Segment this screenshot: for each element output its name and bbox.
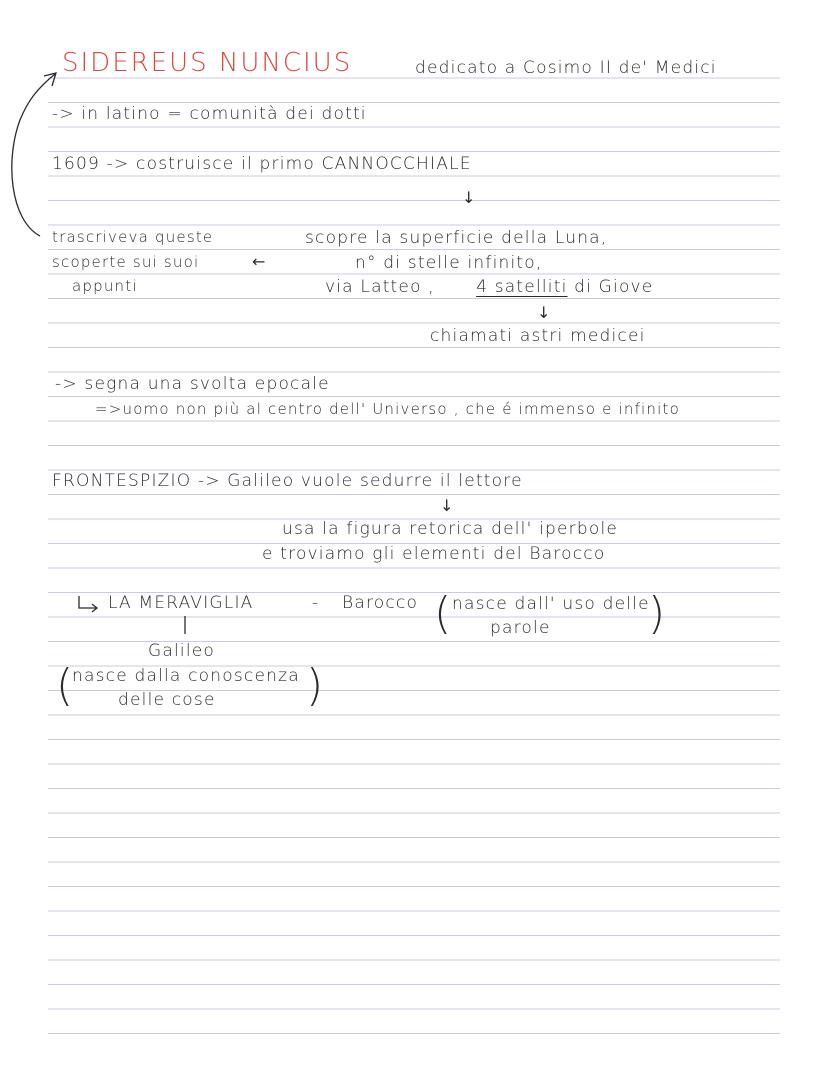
- epoch-line-2: =>uomo non più al centro dell' Universo , che é immenso e infinito: [95, 400, 680, 418]
- discovery-satellites: 4 satelliti: [476, 277, 568, 297]
- discovery-jupiter: di Giove: [574, 277, 654, 297]
- baroque-open-paren: (: [434, 588, 452, 639]
- discovery-milky-way: via Latteo ,: [325, 277, 435, 297]
- galileo-close-paren: ): [306, 660, 324, 711]
- page-title: SIDEREUS NUNCIUS: [62, 48, 353, 78]
- wonder-dash: -: [312, 593, 320, 613]
- left-arrow-icon: ←: [252, 252, 266, 271]
- discovery-result: chiamati astri medicei: [430, 326, 646, 346]
- galileo-open-paren: (: [56, 660, 74, 711]
- baroque-label: Barocco: [342, 593, 419, 613]
- wonder-label: LA MERAVIGLIA: [108, 593, 254, 613]
- down-arrow-icon: ↓: [462, 188, 476, 207]
- galileo-note-line-2: delle cose: [118, 690, 216, 710]
- latin-note: -> in latino = comunità dei dotti: [52, 104, 367, 124]
- frontispiece-line-1: FRONTESPIZIO -> Galileo vuole sedurre il lettore: [52, 471, 523, 491]
- down-arrow-icon: ↓: [440, 496, 454, 515]
- side-note-line-3: appunti: [72, 277, 138, 295]
- baroque-note-line-2: parole: [490, 618, 551, 638]
- vertical-connector: [182, 614, 188, 636]
- discovery-line-3: [325, 279, 653, 296]
- epoch-line-1: -> segna una svolta epocale: [55, 374, 330, 394]
- side-note-line-1: trascriveva queste: [52, 228, 214, 246]
- frontispiece-line-3: e troviamo gli elementi del Barocco: [262, 544, 606, 564]
- discovery-line-1: scopre la superficie della Luna,: [305, 228, 608, 248]
- baroque-close-paren: ): [648, 588, 666, 639]
- corner-arrow-icon: [75, 594, 103, 614]
- down-arrow-icon: ↓: [537, 303, 551, 322]
- galileo-label: Galileo: [148, 641, 216, 661]
- baroque-note-line-1: nasce dall' uso delle: [452, 594, 650, 614]
- dedication-text: dedicato a Cosimo II de' Medici: [415, 58, 717, 78]
- side-note-line-2: scoperte sui suoi: [52, 253, 200, 271]
- discovery-line-2: n° di stelle infinito,: [355, 253, 543, 273]
- frontispiece-line-2: usa la figura retorica dell' iperbole: [282, 519, 619, 539]
- galileo-note-line-1: nasce dalla conoscenza: [72, 666, 300, 686]
- year-line: 1609 -> costruisce il primo CANNOCCHIALE: [52, 154, 472, 174]
